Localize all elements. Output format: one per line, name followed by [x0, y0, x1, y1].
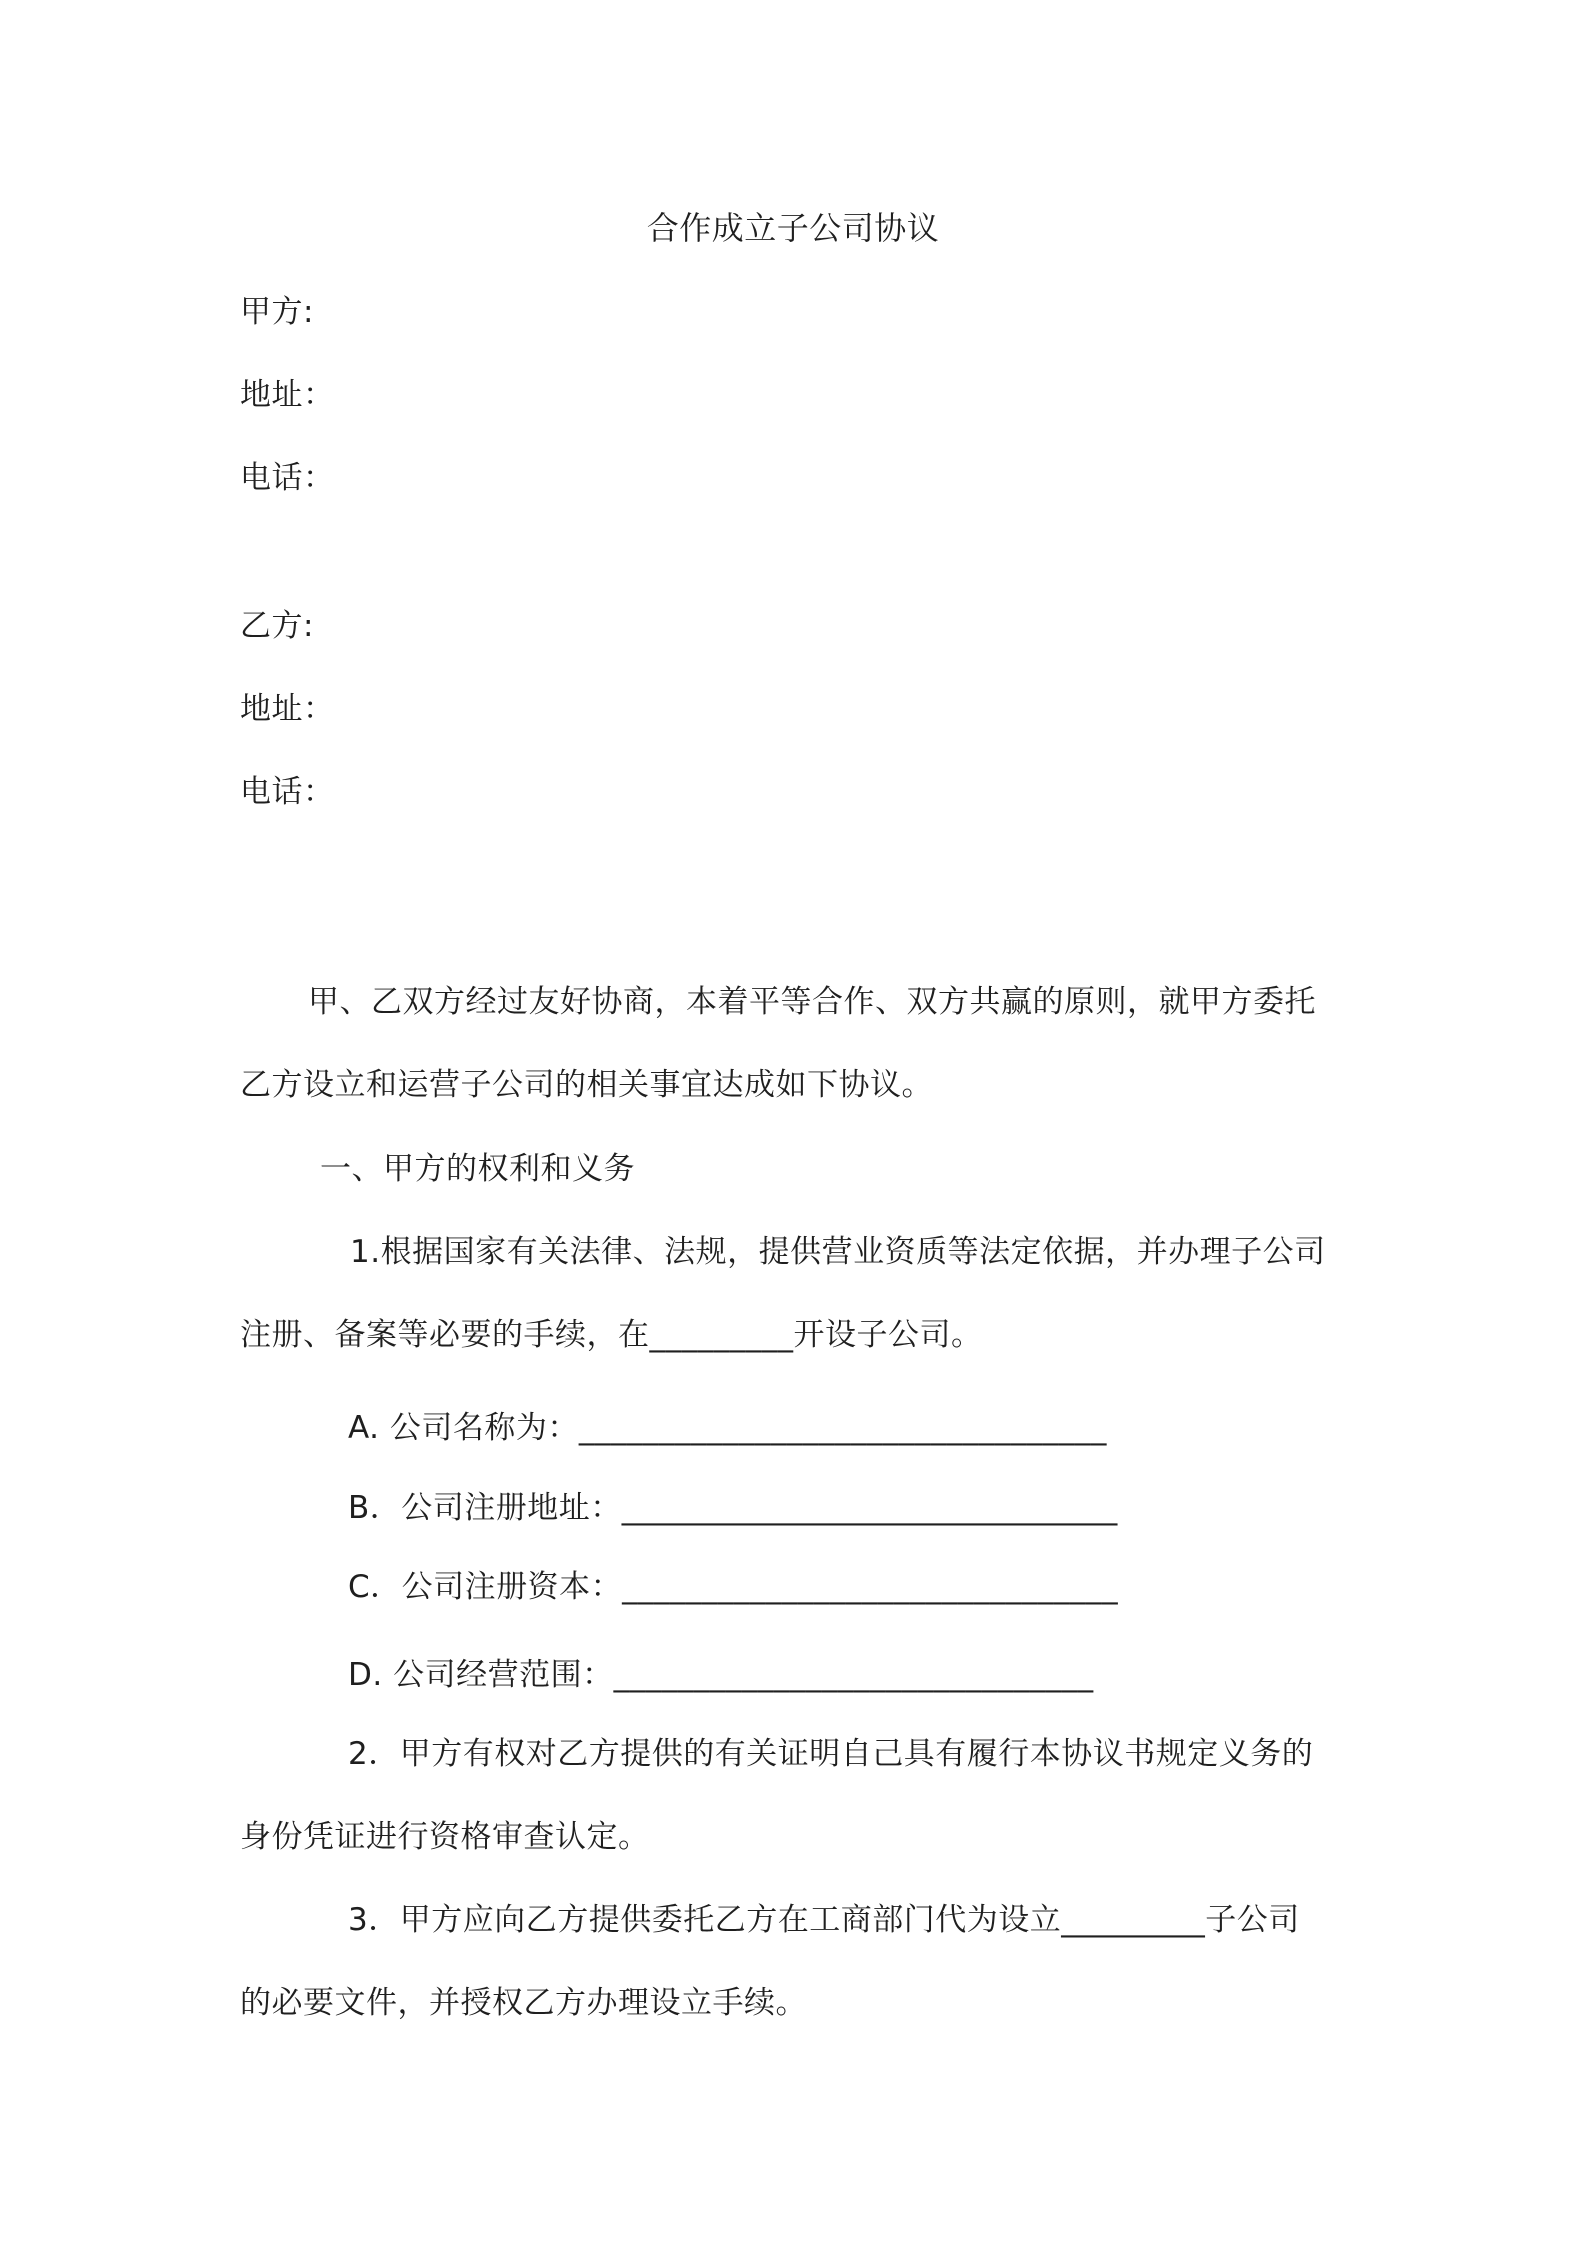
- party-a-label: 甲方:: [240, 294, 314, 330]
- item-3-line-1: 3．甲方应向乙方提供委托乙方在工商部门代为设立_________子公司: [348, 1902, 1300, 1938]
- party-b-phone-label: 电话：: [240, 774, 335, 810]
- intro-paragraph-line-2: 乙方设立和运营子公司的相关事宜达成如下协议。: [240, 1067, 933, 1103]
- field-business-scope: D. 公司经营范围：______________________________: [348, 1657, 1094, 1693]
- field-registered-capital: C．公司注册资本：_______________________________: [348, 1569, 1119, 1605]
- item-1-line-1: 1.根据国家有关法律、法规，提供营业资质等法定依据，并办理子公司: [350, 1234, 1326, 1270]
- intro-paragraph-line-1: 甲、乙双方经过友好协商，本着平等合作、双方共赢的原则，就甲方委托: [308, 984, 1316, 1020]
- document-title: 合作成立子公司协议: [646, 209, 940, 247]
- party-a-address-label: 地址：: [240, 377, 335, 413]
- party-b-label: 乙方:: [240, 608, 314, 644]
- item-2-line-1: 2．甲方有权对乙方提供的有关证明自己具有履行本协议书规定义务的: [348, 1736, 1314, 1772]
- party-a-phone-label: 电话：: [240, 460, 335, 496]
- party-b-address-label: 地址：: [240, 691, 335, 727]
- item-2-line-2: 身份凭证进行资格审查认定。: [240, 1819, 650, 1855]
- field-company-name: A. 公司名称为：_________________________________: [348, 1410, 1107, 1446]
- field-registered-address: B．公司注册地址：_______________________________: [348, 1490, 1118, 1526]
- section-1-heading: 一、甲方的权利和义务: [320, 1151, 635, 1187]
- item-1-line-2: 注册、备案等必要的手续，在_________开设子公司。: [240, 1317, 983, 1353]
- item-3-line-2: 的必要文件，并授权乙方办理设立手续。: [240, 1985, 807, 2021]
